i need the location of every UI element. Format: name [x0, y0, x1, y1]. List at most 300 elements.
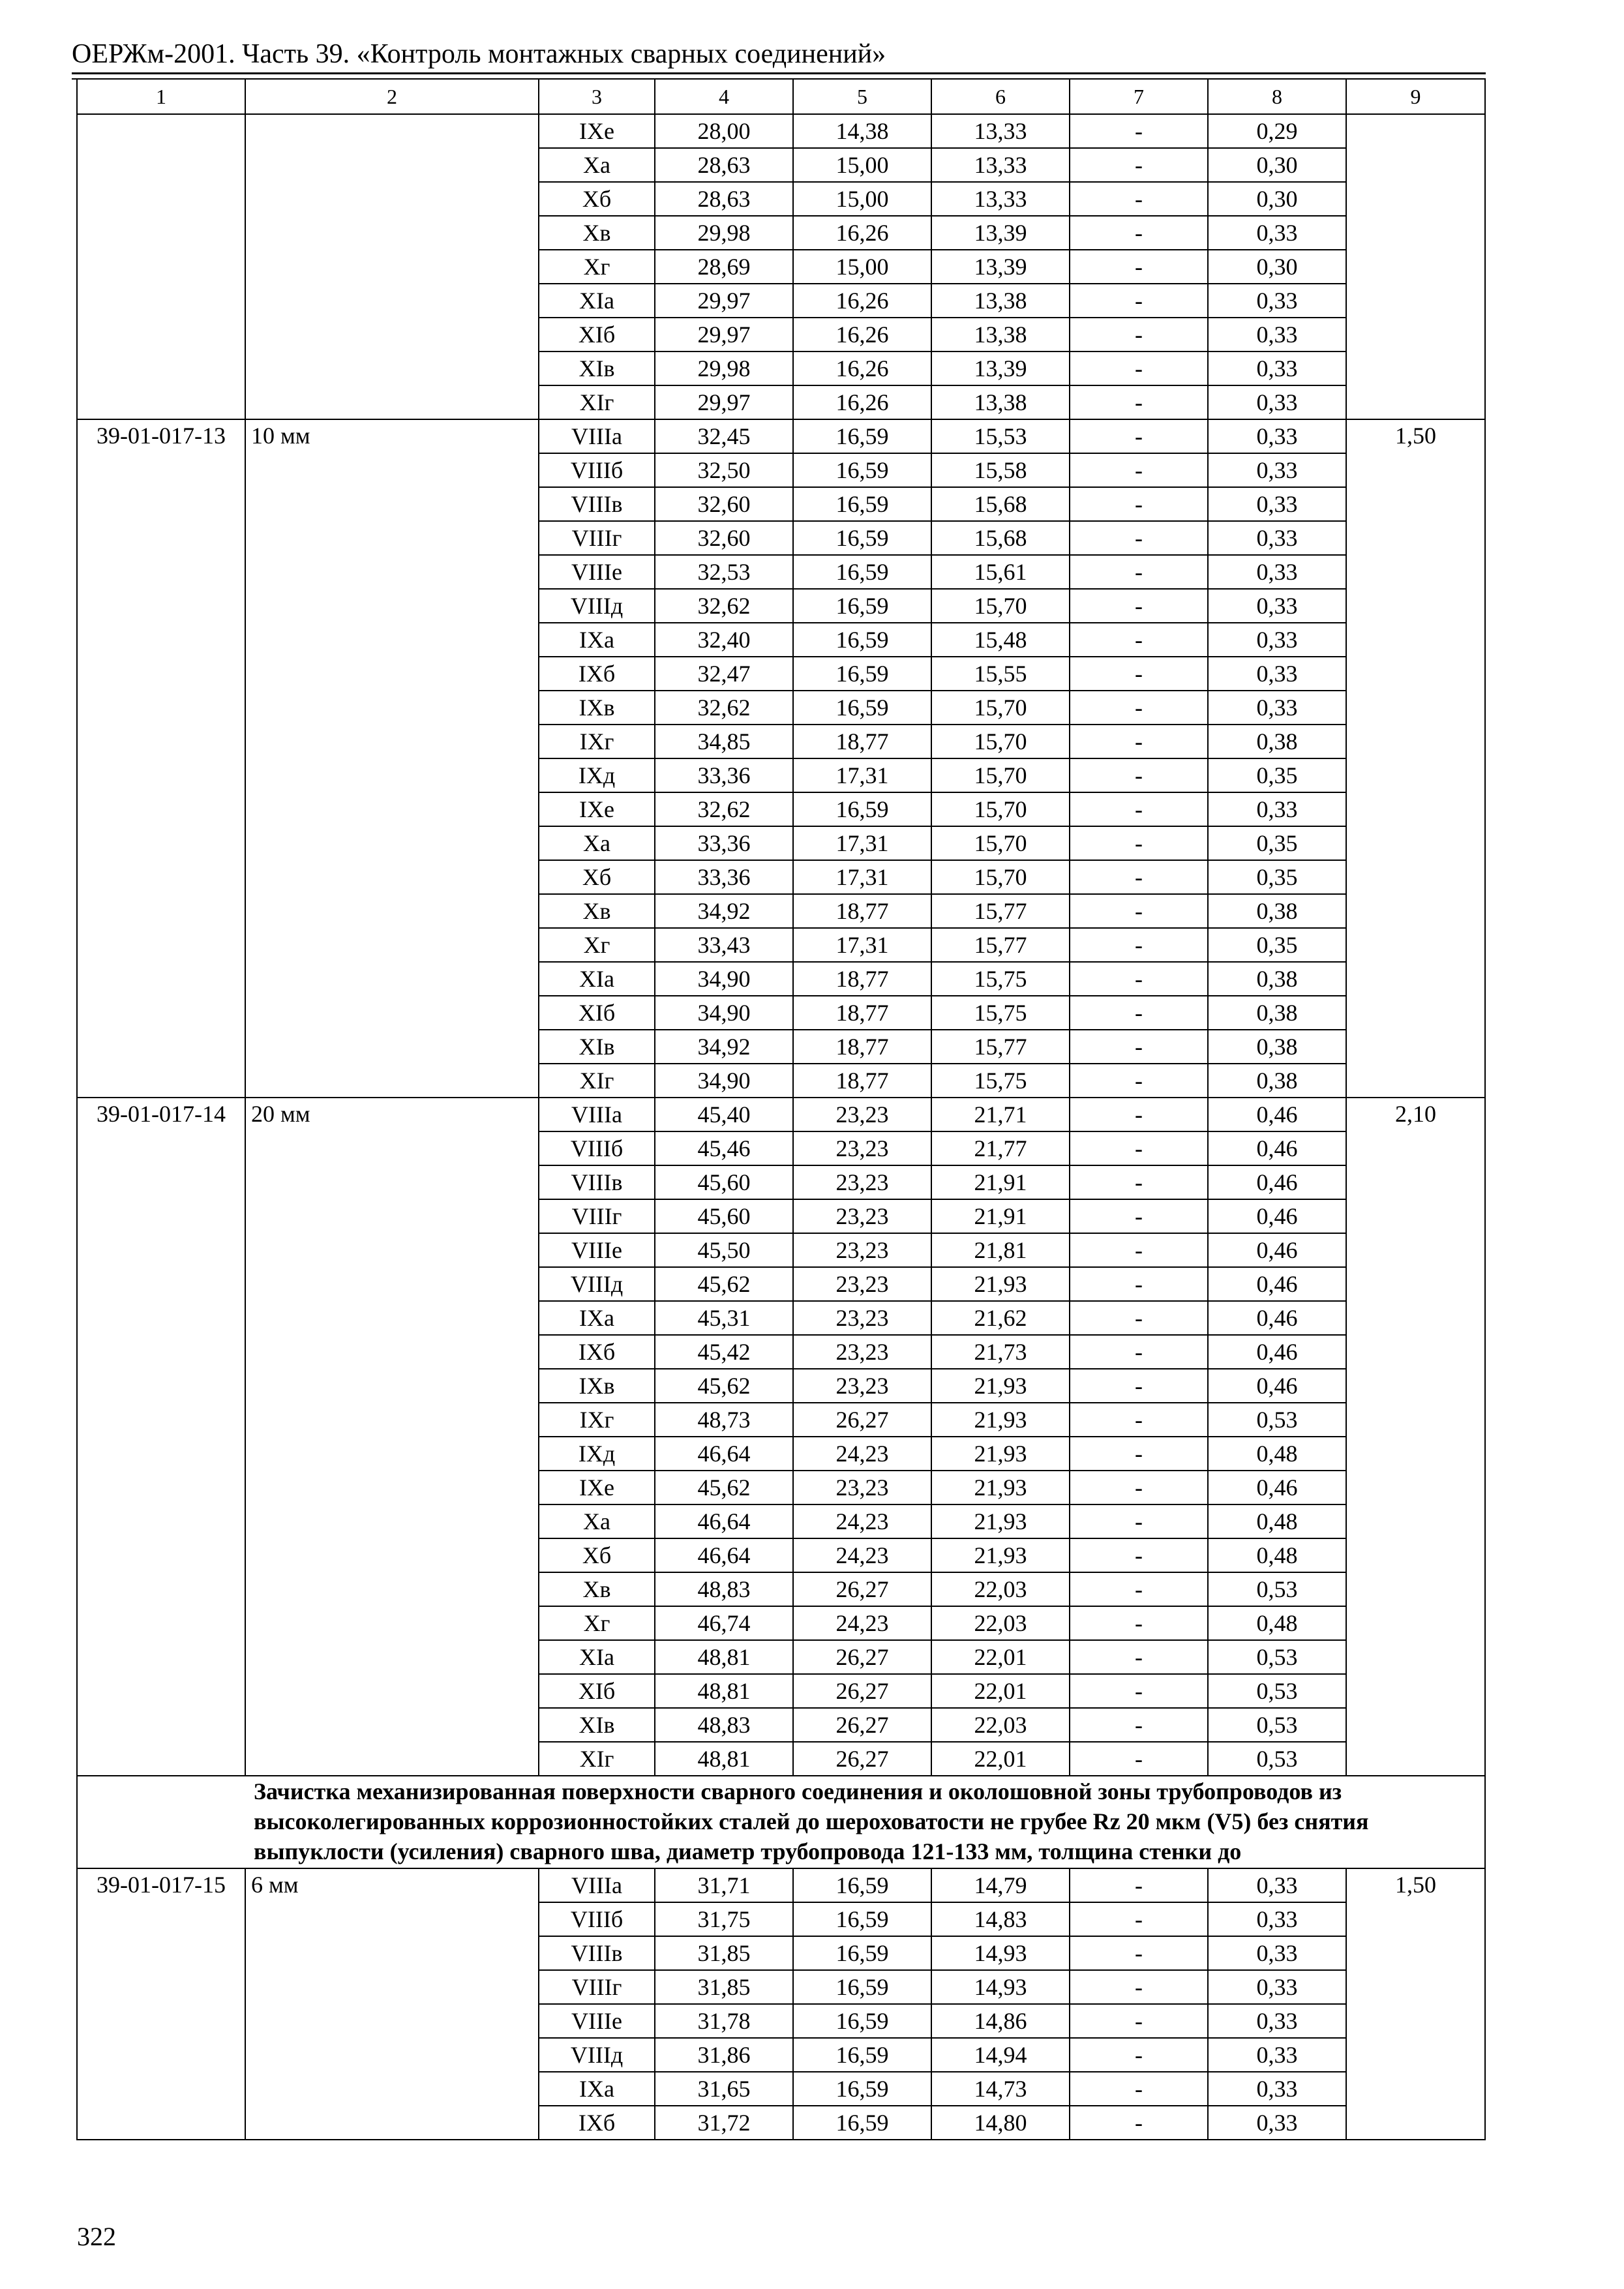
wages-cell: 16,59	[793, 657, 931, 691]
total-cost-cell: 34,85	[655, 725, 793, 758]
machines-cell: 21,91	[931, 1199, 1070, 1233]
wages-cell: 18,77	[793, 725, 931, 758]
labor-cost-cell	[1346, 114, 1485, 419]
materials-cell: 0,35	[1208, 860, 1346, 894]
materials-cell: 0,33	[1208, 385, 1346, 419]
condition-cell: XIб	[539, 996, 655, 1030]
materials-cell: 0,48	[1208, 1538, 1346, 1572]
wages-cell: 23,23	[793, 1267, 931, 1301]
driver-wages-cell: -	[1070, 1030, 1208, 1064]
materials-cell: 0,33	[1208, 419, 1346, 453]
driver-wages-cell: -	[1070, 1936, 1208, 1970]
machines-cell: 21,91	[931, 1165, 1070, 1199]
wages-cell: 17,31	[793, 758, 931, 792]
driver-wages-cell: -	[1070, 419, 1208, 453]
total-cost-cell: 32,47	[655, 657, 793, 691]
total-cost-cell: 34,90	[655, 996, 793, 1030]
wages-cell: 26,27	[793, 1674, 931, 1708]
total-cost-cell: 31,78	[655, 2004, 793, 2038]
condition-cell: XIв	[539, 1030, 655, 1064]
table-row	[77, 1098, 1485, 1131]
materials-cell: 0,46	[1208, 1335, 1346, 1369]
materials-cell: 0,35	[1208, 758, 1346, 792]
condition-cell: IXа	[539, 2072, 655, 2106]
materials-cell: 0,38	[1208, 962, 1346, 996]
condition-cell: IXб	[539, 657, 655, 691]
machines-cell: 13,33	[931, 148, 1070, 182]
column-number: 5	[793, 79, 931, 114]
materials-cell: 0,33	[1208, 792, 1346, 826]
condition-cell: VIIIг	[539, 1199, 655, 1233]
machines-cell: 14,86	[931, 2004, 1070, 2038]
total-cost-cell: 48,73	[655, 1403, 793, 1437]
condition-cell: XIг	[539, 385, 655, 419]
wages-cell: 26,27	[793, 1742, 931, 1776]
page-header-title: ОЕРЖм-2001. Часть 39. «Контроль монтажных сварных соединений»	[72, 39, 886, 69]
materials-cell: 0,46	[1208, 1233, 1346, 1267]
driver-wages-cell: -	[1070, 114, 1208, 148]
driver-wages-cell: -	[1070, 1064, 1208, 1098]
machines-cell: 15,75	[931, 996, 1070, 1030]
wages-cell: 24,23	[793, 1538, 931, 1572]
total-cost-cell: 31,85	[655, 1936, 793, 1970]
wages-cell: 16,59	[793, 419, 931, 453]
materials-cell: 0,46	[1208, 1301, 1346, 1335]
total-cost-cell: 48,81	[655, 1640, 793, 1674]
labor-cost-cell: 1,50	[1346, 1868, 1485, 2140]
materials-cell: 0,33	[1208, 284, 1346, 318]
norm-code-cell: 39-01-017-13	[77, 419, 245, 1098]
driver-wages-cell: -	[1070, 1471, 1208, 1504]
total-cost-cell: 29,98	[655, 216, 793, 250]
machines-cell: 15,55	[931, 657, 1070, 691]
wages-cell: 16,59	[793, 589, 931, 623]
machines-cell: 15,70	[931, 792, 1070, 826]
total-cost-cell: 33,36	[655, 826, 793, 860]
total-cost-cell: 32,60	[655, 487, 793, 521]
total-cost-cell: 31,65	[655, 2072, 793, 2106]
materials-cell: 0,48	[1208, 1606, 1346, 1640]
driver-wages-cell: -	[1070, 1131, 1208, 1165]
machines-cell: 15,68	[931, 487, 1070, 521]
materials-cell: 0,46	[1208, 1267, 1346, 1301]
driver-wages-cell: -	[1070, 1437, 1208, 1471]
wages-cell: 16,59	[793, 1936, 931, 1970]
wages-cell: 16,59	[793, 691, 931, 725]
wages-cell: 16,59	[793, 1902, 931, 1936]
table-row	[77, 1868, 1485, 1902]
materials-cell: 0,35	[1208, 826, 1346, 860]
condition-cell: IXа	[539, 623, 655, 657]
condition-cell: Xа	[539, 148, 655, 182]
machines-cell: 22,01	[931, 1640, 1070, 1674]
machines-cell: 15,75	[931, 962, 1070, 996]
header-rule	[72, 72, 1486, 74]
machines-cell: 15,70	[931, 758, 1070, 792]
condition-cell: VIIIа	[539, 1868, 655, 1902]
total-cost-cell: 32,60	[655, 521, 793, 555]
wages-cell: 17,31	[793, 826, 931, 860]
condition-cell: IXв	[539, 691, 655, 725]
driver-wages-cell: -	[1070, 487, 1208, 521]
norms-table	[76, 78, 1486, 2140]
condition-cell: VIIIе	[539, 555, 655, 589]
driver-wages-cell: -	[1070, 2106, 1208, 2140]
condition-cell: IXв	[539, 1369, 655, 1403]
total-cost-cell: 28,63	[655, 182, 793, 216]
machines-cell: 22,01	[931, 1742, 1070, 1776]
condition-cell: IXа	[539, 1301, 655, 1335]
machines-cell: 15,61	[931, 555, 1070, 589]
wages-cell: 17,31	[793, 928, 931, 962]
driver-wages-cell: -	[1070, 1902, 1208, 1936]
condition-cell: VIIIв	[539, 1936, 655, 1970]
total-cost-cell: 32,62	[655, 792, 793, 826]
materials-cell: 0,53	[1208, 1403, 1346, 1437]
driver-wages-cell: -	[1070, 894, 1208, 928]
materials-cell: 0,33	[1208, 623, 1346, 657]
condition-cell: VIIIд	[539, 589, 655, 623]
driver-wages-cell: -	[1070, 1504, 1208, 1538]
table-row	[77, 114, 1485, 148]
materials-cell: 0,30	[1208, 182, 1346, 216]
driver-wages-cell: -	[1070, 453, 1208, 487]
total-cost-cell: 45,62	[655, 1267, 793, 1301]
total-cost-cell: 45,62	[655, 1471, 793, 1504]
machines-cell: 15,68	[931, 521, 1070, 555]
materials-cell: 0,33	[1208, 2072, 1346, 2106]
wages-cell: 16,26	[793, 318, 931, 352]
driver-wages-cell: -	[1070, 2004, 1208, 2038]
condition-cell: IXе	[539, 114, 655, 148]
total-cost-cell: 34,92	[655, 1030, 793, 1064]
wages-cell: 17,31	[793, 860, 931, 894]
total-cost-cell: 33,36	[655, 758, 793, 792]
driver-wages-cell: -	[1070, 352, 1208, 385]
wages-cell: 18,77	[793, 1064, 931, 1098]
wages-cell: 16,26	[793, 216, 931, 250]
wages-cell: 16,59	[793, 1868, 931, 1902]
total-cost-cell: 32,40	[655, 623, 793, 657]
machines-cell: 22,03	[931, 1606, 1070, 1640]
materials-cell: 0,33	[1208, 589, 1346, 623]
machines-cell: 15,70	[931, 691, 1070, 725]
total-cost-cell: 32,45	[655, 419, 793, 453]
materials-cell: 0,30	[1208, 250, 1346, 284]
wages-cell: 26,27	[793, 1640, 931, 1674]
norm-code-cell	[77, 114, 245, 419]
materials-cell: 0,33	[1208, 2038, 1346, 2072]
materials-cell: 0,48	[1208, 1437, 1346, 1471]
driver-wages-cell: -	[1070, 1970, 1208, 2004]
condition-cell: IXг	[539, 1403, 655, 1437]
materials-cell: 0,46	[1208, 1131, 1346, 1165]
machines-cell: 14,79	[931, 1868, 1070, 1902]
wages-cell: 24,23	[793, 1437, 931, 1471]
materials-cell: 0,48	[1208, 1504, 1346, 1538]
materials-cell: 0,53	[1208, 1674, 1346, 1708]
materials-cell: 0,38	[1208, 894, 1346, 928]
materials-cell: 0,29	[1208, 114, 1346, 148]
norm-code-cell: 39-01-017-15	[77, 1868, 245, 2140]
materials-cell: 0,33	[1208, 521, 1346, 555]
column-number: 6	[931, 79, 1070, 114]
driver-wages-cell: -	[1070, 1538, 1208, 1572]
machines-cell: 13,38	[931, 318, 1070, 352]
driver-wages-cell: -	[1070, 2072, 1208, 2106]
wages-cell: 24,23	[793, 1504, 931, 1538]
machines-cell: 21,93	[931, 1437, 1070, 1471]
total-cost-cell: 32,62	[655, 589, 793, 623]
wages-cell: 18,77	[793, 1030, 931, 1064]
total-cost-cell: 46,64	[655, 1538, 793, 1572]
condition-cell: XIг	[539, 1064, 655, 1098]
machines-cell: 14,80	[931, 2106, 1070, 2140]
wages-cell: 26,27	[793, 1572, 931, 1606]
total-cost-cell: 32,62	[655, 691, 793, 725]
condition-cell: XIб	[539, 318, 655, 352]
materials-cell: 0,46	[1208, 1098, 1346, 1131]
total-cost-cell: 48,81	[655, 1742, 793, 1776]
machines-cell: 13,39	[931, 250, 1070, 284]
driver-wages-cell: -	[1070, 1742, 1208, 1776]
driver-wages-cell: -	[1070, 1098, 1208, 1131]
materials-cell: 0,46	[1208, 1165, 1346, 1199]
wages-cell: 15,00	[793, 182, 931, 216]
materials-cell: 0,33	[1208, 1868, 1346, 1902]
machines-cell: 21,93	[931, 1471, 1070, 1504]
machines-cell: 14,94	[931, 2038, 1070, 2072]
driver-wages-cell: -	[1070, 148, 1208, 182]
total-cost-cell: 46,74	[655, 1606, 793, 1640]
condition-cell: IXб	[539, 1335, 655, 1369]
machines-cell: 15,70	[931, 589, 1070, 623]
driver-wages-cell: -	[1070, 1199, 1208, 1233]
driver-wages-cell: -	[1070, 1335, 1208, 1369]
driver-wages-cell: -	[1070, 1233, 1208, 1267]
condition-cell: VIIIв	[539, 1165, 655, 1199]
machines-cell: 15,70	[931, 725, 1070, 758]
total-cost-cell: 45,60	[655, 1199, 793, 1233]
total-cost-cell: 45,60	[655, 1165, 793, 1199]
column-number: 7	[1070, 79, 1208, 114]
total-cost-cell: 28,00	[655, 114, 793, 148]
driver-wages-cell: -	[1070, 589, 1208, 623]
machines-cell: 21,73	[931, 1335, 1070, 1369]
total-cost-cell: 45,46	[655, 1131, 793, 1165]
machines-cell: 13,38	[931, 385, 1070, 419]
wages-cell: 16,26	[793, 385, 931, 419]
column-number: 1	[77, 79, 245, 114]
machines-cell: 14,83	[931, 1902, 1070, 1936]
machines-cell: 13,38	[931, 284, 1070, 318]
driver-wages-cell: -	[1070, 555, 1208, 589]
driver-wages-cell: -	[1070, 792, 1208, 826]
machines-cell: 21,93	[931, 1403, 1070, 1437]
condition-cell: VIIIе	[539, 2004, 655, 2038]
wages-cell: 16,59	[793, 453, 931, 487]
wages-cell: 16,59	[793, 623, 931, 657]
driver-wages-cell: -	[1070, 1403, 1208, 1437]
driver-wages-cell: -	[1070, 1708, 1208, 1742]
materials-cell: 0,33	[1208, 555, 1346, 589]
materials-cell: 0,38	[1208, 1064, 1346, 1098]
machines-cell: 15,77	[931, 894, 1070, 928]
condition-cell: XIв	[539, 1708, 655, 1742]
machines-cell: 15,48	[931, 623, 1070, 657]
total-cost-cell: 31,71	[655, 1868, 793, 1902]
total-cost-cell: 48,81	[655, 1674, 793, 1708]
condition-cell: VIIIб	[539, 1902, 655, 1936]
column-number: 9	[1346, 79, 1485, 114]
machines-cell: 13,39	[931, 216, 1070, 250]
total-cost-cell: 48,83	[655, 1708, 793, 1742]
machines-cell: 21,93	[931, 1369, 1070, 1403]
materials-cell: 0,46	[1208, 1471, 1346, 1504]
wages-cell: 23,23	[793, 1335, 931, 1369]
norm-code-cell: 39-01-017-14	[77, 1098, 245, 1776]
total-cost-cell: 34,92	[655, 894, 793, 928]
wages-cell: 23,23	[793, 1098, 931, 1131]
driver-wages-cell: -	[1070, 1674, 1208, 1708]
total-cost-cell: 28,63	[655, 148, 793, 182]
materials-cell: 0,33	[1208, 1902, 1346, 1936]
driver-wages-cell: -	[1070, 996, 1208, 1030]
driver-wages-cell: -	[1070, 250, 1208, 284]
total-cost-cell: 45,42	[655, 1335, 793, 1369]
condition-cell: Xб	[539, 1538, 655, 1572]
machines-cell: 13,33	[931, 114, 1070, 148]
wages-cell: 16,59	[793, 555, 931, 589]
machines-cell: 15,75	[931, 1064, 1070, 1098]
driver-wages-cell: -	[1070, 623, 1208, 657]
total-cost-cell: 29,97	[655, 284, 793, 318]
materials-cell: 0,33	[1208, 2106, 1346, 2140]
total-cost-cell: 29,97	[655, 385, 793, 419]
driver-wages-cell: -	[1070, 1267, 1208, 1301]
driver-wages-cell: -	[1070, 725, 1208, 758]
condition-cell: IXд	[539, 1437, 655, 1471]
total-cost-cell: 48,83	[655, 1572, 793, 1606]
norm-description-cell: 6 мм	[245, 1868, 539, 2140]
materials-cell: 0,30	[1208, 148, 1346, 182]
wages-cell: 15,00	[793, 148, 931, 182]
condition-cell: IXе	[539, 1471, 655, 1504]
materials-cell: 0,33	[1208, 453, 1346, 487]
driver-wages-cell: -	[1070, 826, 1208, 860]
condition-cell: IXе	[539, 792, 655, 826]
materials-cell: 0,38	[1208, 996, 1346, 1030]
materials-cell: 0,33	[1208, 657, 1346, 691]
total-cost-cell: 46,64	[655, 1437, 793, 1471]
column-number: 3	[539, 79, 655, 114]
machines-cell: 14,93	[931, 1936, 1070, 1970]
wages-cell: 16,59	[793, 2106, 931, 2140]
machines-cell: 15,58	[931, 453, 1070, 487]
wages-cell: 23,23	[793, 1131, 931, 1165]
driver-wages-cell: -	[1070, 860, 1208, 894]
machines-cell: 22,03	[931, 1572, 1070, 1606]
condition-cell: Xв	[539, 894, 655, 928]
total-cost-cell: 45,62	[655, 1369, 793, 1403]
condition-cell: VIIIб	[539, 1131, 655, 1165]
total-cost-cell: 31,75	[655, 1902, 793, 1936]
condition-cell: VIIIд	[539, 1267, 655, 1301]
driver-wages-cell: -	[1070, 1369, 1208, 1403]
condition-cell: Xг	[539, 1606, 655, 1640]
total-cost-cell: 33,43	[655, 928, 793, 962]
table-body	[77, 79, 1485, 2140]
wages-cell: 16,59	[793, 792, 931, 826]
labor-cost-cell: 2,10	[1346, 1098, 1485, 1776]
wages-cell: 26,27	[793, 1403, 931, 1437]
condition-cell: VIIIв	[539, 487, 655, 521]
total-cost-cell: 31,72	[655, 2106, 793, 2140]
condition-cell: Xб	[539, 182, 655, 216]
condition-cell: VIIIа	[539, 1098, 655, 1131]
total-cost-cell: 46,64	[655, 1504, 793, 1538]
wages-cell: 23,23	[793, 1369, 931, 1403]
wages-cell: 16,59	[793, 2038, 931, 2072]
wages-cell: 23,23	[793, 1165, 931, 1199]
wages-cell: 14,38	[793, 114, 931, 148]
machines-cell: 21,81	[931, 1233, 1070, 1267]
condition-cell: VIIIб	[539, 453, 655, 487]
column-number: 8	[1208, 79, 1346, 114]
machines-cell: 15,53	[931, 419, 1070, 453]
condition-cell: Xа	[539, 1504, 655, 1538]
wages-cell: 23,23	[793, 1233, 931, 1267]
section-title: Зачистка механизированная поверхности сварного соединения и околошовной зоны трубопроводов из высоколегированных коррозионностойких сталей до шероховатости не грубее Rz 20 мкм (V5) без снятия выпуклости (усиления) сварного шва, диаметр трубопровода 121-133 мм, толщина стенки до	[77, 1776, 1485, 1868]
machines-cell: 15,77	[931, 928, 1070, 962]
total-cost-cell: 45,31	[655, 1301, 793, 1335]
machines-cell: 13,33	[931, 182, 1070, 216]
driver-wages-cell: -	[1070, 385, 1208, 419]
machines-cell: 21,93	[931, 1538, 1070, 1572]
labor-cost-cell: 1,50	[1346, 419, 1485, 1098]
total-cost-cell: 45,40	[655, 1098, 793, 1131]
condition-cell: IXб	[539, 2106, 655, 2140]
table-row	[77, 419, 1485, 453]
total-cost-cell: 28,69	[655, 250, 793, 284]
total-cost-cell: 32,50	[655, 453, 793, 487]
machines-cell: 21,62	[931, 1301, 1070, 1335]
machines-cell: 15,70	[931, 860, 1070, 894]
condition-cell: Xг	[539, 250, 655, 284]
materials-cell: 0,33	[1208, 352, 1346, 385]
machines-cell: 22,01	[931, 1674, 1070, 1708]
driver-wages-cell: -	[1070, 1868, 1208, 1902]
machines-cell: 22,03	[931, 1708, 1070, 1742]
column-number: 4	[655, 79, 793, 114]
total-cost-cell: 45,50	[655, 1233, 793, 1267]
wages-cell: 16,26	[793, 284, 931, 318]
materials-cell: 0,33	[1208, 2004, 1346, 2038]
machines-cell: 21,77	[931, 1131, 1070, 1165]
total-cost-cell: 31,86	[655, 2038, 793, 2072]
condition-cell: Xв	[539, 216, 655, 250]
driver-wages-cell: -	[1070, 284, 1208, 318]
driver-wages-cell: -	[1070, 1572, 1208, 1606]
materials-cell: 0,53	[1208, 1640, 1346, 1674]
condition-cell: XIа	[539, 284, 655, 318]
machines-cell: 13,39	[931, 352, 1070, 385]
column-number: 2	[245, 79, 539, 114]
wages-cell: 16,59	[793, 1970, 931, 2004]
materials-cell: 0,33	[1208, 318, 1346, 352]
materials-cell: 0,46	[1208, 1369, 1346, 1403]
total-cost-cell: 29,98	[655, 352, 793, 385]
